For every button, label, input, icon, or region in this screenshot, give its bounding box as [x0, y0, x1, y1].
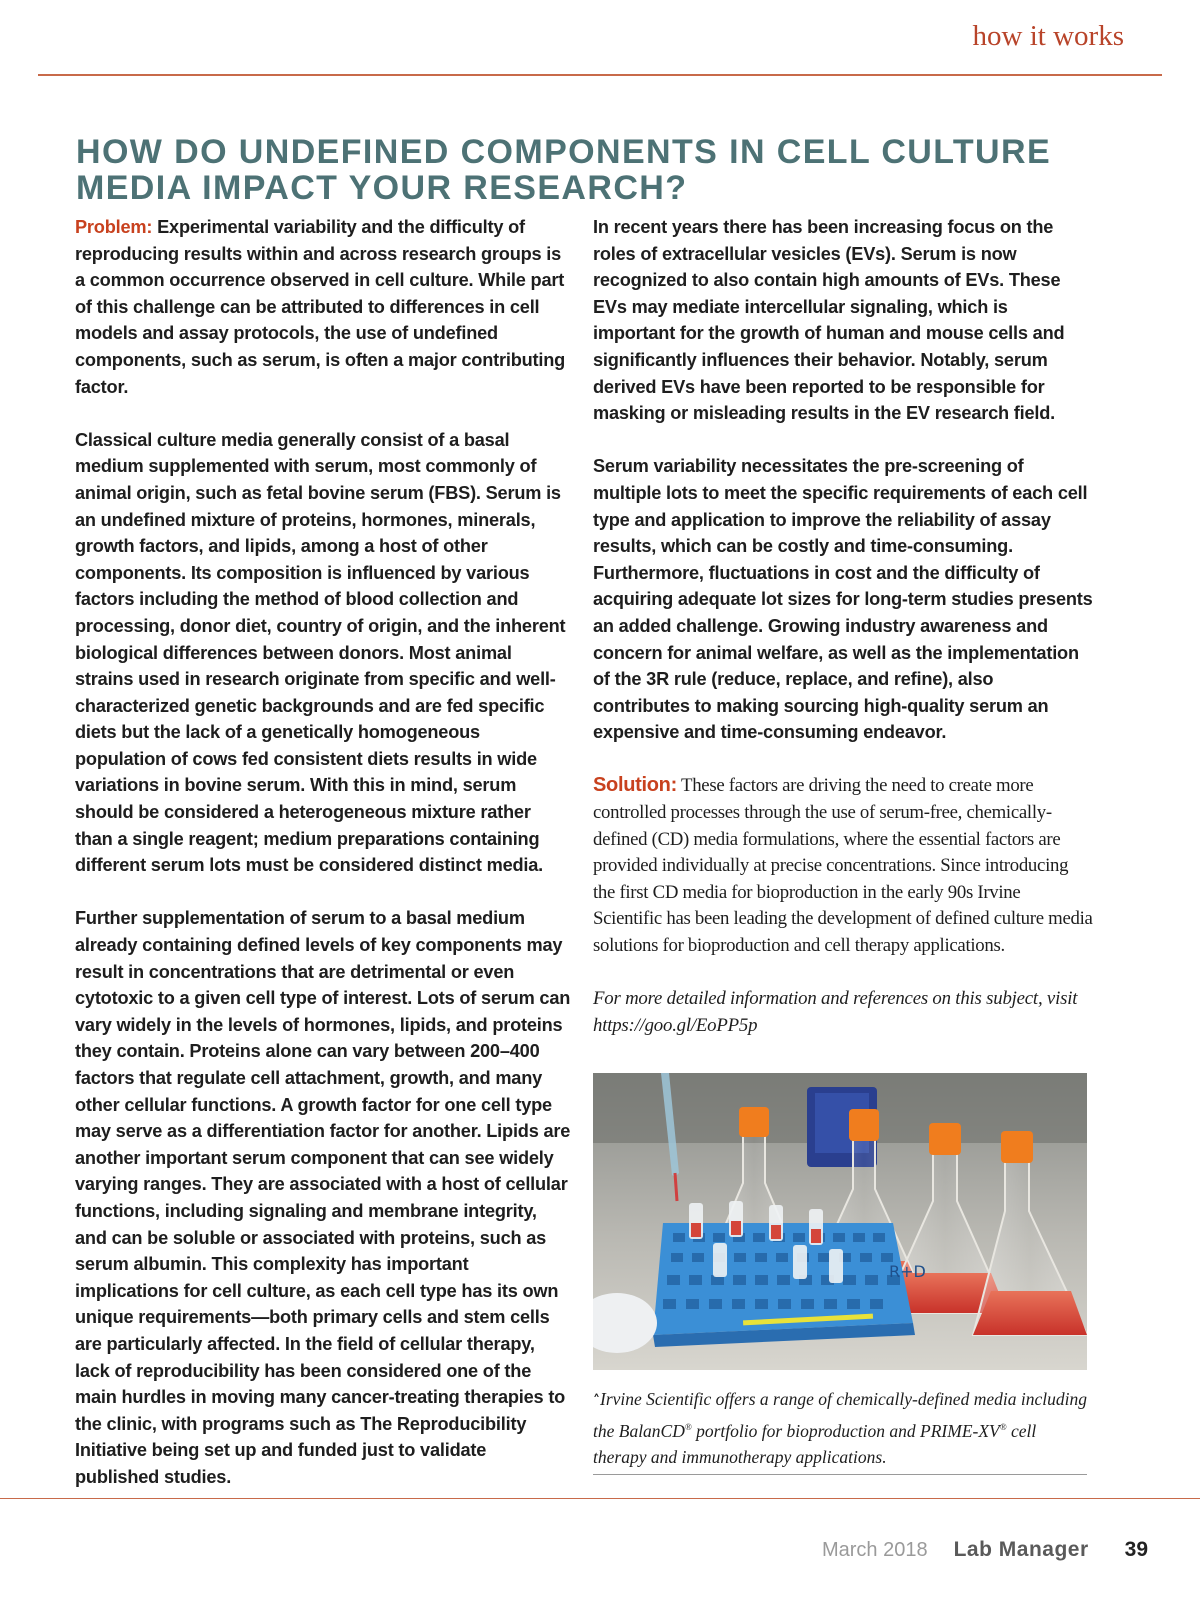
problem-text: Experimental variability and the difficulty of reproducing results within and across research groups is a common occurrence observed in cell culture. While part of this challenge can be attributed to differences in cell models and assay protocols, the use of undefined components, such as serum, is often a major contributing factor.: [75, 217, 566, 397]
variability-paragraph: Serum variability necessitates the pre-screening of multiple lots to meet the specific requirements of each cell type and application to improve the reliability of assay results, which can be costly and time-consuming. Furthermore, fluctuations in cost and the difficulty of acquiring adequate lot sizes for long-term studies presents an added challenge. Growing industry awareness and concern for animal welfare, as well as the implementation of the 3R rule (reduce, replace, and refine), also contributes to making sourcing high-quality serum an expensive and time-consuming endeavor.: [593, 456, 1093, 743]
registered-mark-1: ®: [684, 1422, 692, 1432]
caption-part-3: cell therapy and immunotherapy applications.: [593, 1420, 1037, 1467]
section-tag: how it works: [972, 20, 1124, 52]
right-column: [593, 214, 1093, 1066]
registered-mark-2: ®: [999, 1422, 1007, 1432]
page-footer: [822, 1538, 1148, 1562]
top-divider: [38, 74, 1162, 76]
solution-label: Solution:: [593, 774, 677, 797]
solution-paragraph: [593, 772, 1093, 959]
issue-date: March 2018: [821, 1539, 928, 1561]
headline-line-2: MEDIA IMPACT YOUR RESEARCH?: [76, 169, 688, 207]
left-column: [75, 214, 571, 1517]
problem-paragraph: [75, 214, 571, 400]
caret-up-icon: ˄: [593, 1393, 600, 1409]
article-headline: [76, 134, 1136, 206]
problem-label: Problem:: [75, 217, 153, 237]
supplementation-paragraph: Further supplementation of serum to a basal medium already containing defined levels of key components may result in concentrations that are detrimental or even cytotoxic to a given cell type of interest. Lots of serum can vary widely in the levels of hormones, lipids, and proteins they contain. Proteins alone can vary between 200–400 factors that regulate cell attachment, growth, and many other cellular functions. A growth factor for one cell type may serve as a differentiation factor for another. Lipids are another important serum component that can see widely varying ranges. They are associated with a host of cellular functions, including signaling and membrane integrity, and can be soluble or associated with proteins, such as serum albumin. This complexity has important implications for cell culture, as each cell type has its own unique requirements—both primary cells and stem cells are particularly affected. In the field of cellular therapy, lack of reproducibility has been considered one of the main hurdles in moving many cancer-treating therapies to the clinic, with programs such as The Reproducibility Initiative being set up and funded just to validate published studies.: [75, 908, 571, 1487]
magazine-name: Lab Manager: [953, 1538, 1089, 1561]
headline-line-1: HOW DO UNDEFINED COMPONENTS IN CELL CULTURE: [76, 133, 1052, 171]
caption-part-2: portfolio for bioproduction and PRIME-XV: [691, 1420, 1000, 1441]
page-number: 39: [1124, 1538, 1148, 1561]
bottom-divider: [0, 1498, 1200, 1499]
classical-media-paragraph: Classical culture media generally consist of a basal medium supplemented with serum, most commonly of animal origin, such as fetal bovine serum (FBS). Serum is an undefined mixture of proteins, hormones, minerals, growth factors, and lipids, among a host of other components. Its composition is influenced by various factors including the method of blood collection and processing, donor diet, country of origin, and the inherent biological differences between donors. Most animal strains used in research originate from specific and well-characterized genetic backgrounds and are fed specific diets but the lack of a genetically homogeneous population of cows fed consistent diets results in wide variations in bovine serum. With this in mind, serum should be considered a heterogeneous mixture rather than a single reagent; medium preparations containing different serum lots must be considered distinct media.: [75, 429, 566, 876]
more-info-link-text: For more detailed information and references on this subject, visit https://goo.gl/EoPP5p: [593, 988, 1078, 1036]
ev-paragraph: In recent years there has been increasing focus on the roles of extracellular vesicles (EVs). Serum is now recognized to also contain high amounts of EVs. These EVs may mediate intercellular signaling, which is important for the growth of human and mouse cells and significantly influences their behavior. Notably, serum derived EVs have been reported to be responsible for masking or misleading results in the EV research field.: [593, 217, 1065, 424]
rack-label: R+D: [889, 1262, 926, 1281]
lab-photo: [593, 1073, 1087, 1370]
caption-part-1: Irvine Scientific offers a range of chemically-defined media including the BalanCD: [593, 1389, 1087, 1441]
solution-text: These factors are driving the need to create more controlled processes through the use of serum-free, chemically-defined (CD) media formulations, where the essential factors are provided individually at precise concentrations. Since introducing the first CD media for bioproduction in the early 90s Irvine Scientific has been leading the development of defined culture media solutions for bioproduction and cell therapy applications.: [593, 775, 1093, 957]
photo-caption: [593, 1386, 1087, 1475]
lab-photo-illustration: [593, 1073, 1087, 1370]
